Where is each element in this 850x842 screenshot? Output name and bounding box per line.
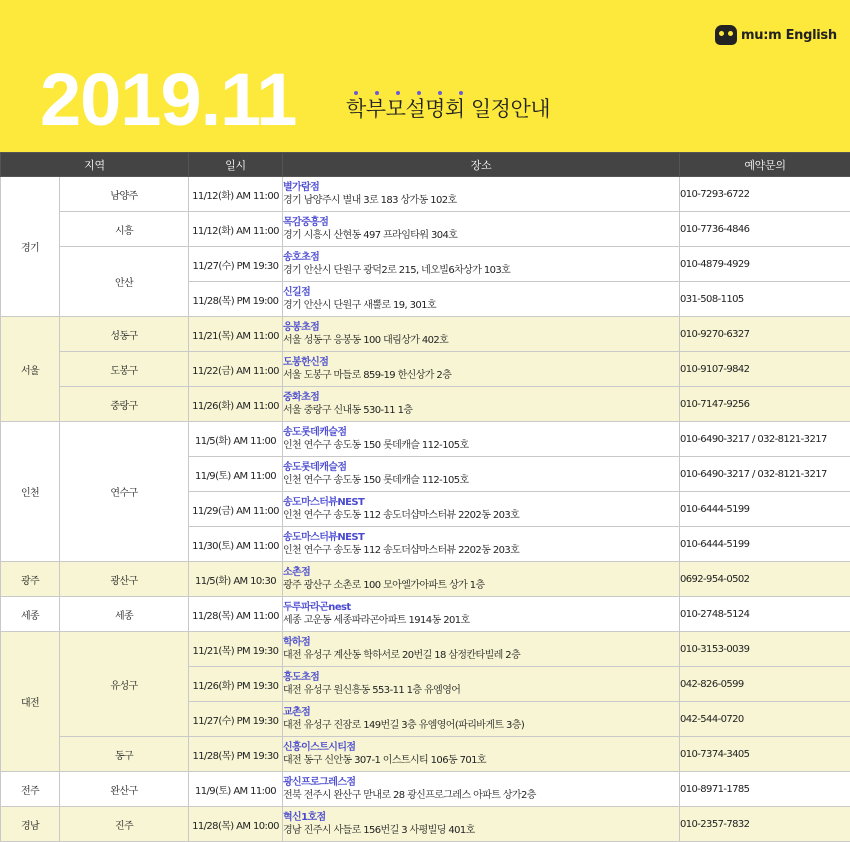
district-cell: 도봉구 <box>60 352 189 387</box>
place-cell <box>283 597 680 632</box>
table-row <box>1 772 850 807</box>
table-row <box>1 317 850 352</box>
header-region: 지역 <box>1 153 189 177</box>
place-cell <box>283 282 680 317</box>
branch-name: 송도롯데캐슬점 <box>283 427 347 438</box>
logo-text: mu:m English <box>741 27 837 43</box>
branch-name: 송호초점 <box>283 252 320 263</box>
branch-name: 신길점 <box>283 287 311 298</box>
table-header-row <box>1 153 850 177</box>
branch-name: 목감중흥점 <box>283 217 329 228</box>
district-cell: 진주 <box>60 807 189 842</box>
branch-address: 대전 유성구 원신흥동 553-11 1층 유엠영어 <box>283 685 461 696</box>
branch-address: 인천 연수구 송도동 150 롯데캐슬 112-105호 <box>283 475 469 486</box>
contact-phone-cell: 010-2748-5124 <box>680 597 850 632</box>
region-cell: 경기 <box>1 177 60 317</box>
branch-address: 인천 연수구 송도동 150 롯데캐슬 112-105호 <box>283 440 469 451</box>
place-cell <box>283 807 680 842</box>
district-cell: 성동구 <box>60 317 189 352</box>
place-cell <box>283 457 680 492</box>
place-cell <box>283 562 680 597</box>
branch-name: 흥도초점 <box>283 672 320 683</box>
place-cell <box>283 422 680 457</box>
district-cell: 시흥 <box>60 212 189 247</box>
district-cell: 세종 <box>60 597 189 632</box>
branch-address: 광주 광산구 소촌로 100 모아엘가아파트 상가 1층 <box>283 580 485 591</box>
branch-name: 두루파라곤nest <box>283 602 351 613</box>
branch-address: 서울 도봉구 마들로 859-19 한신상가 2층 <box>283 370 452 381</box>
branch-name: 학하점 <box>283 637 311 648</box>
contact-phone-cell: 010-7293-6722 <box>680 177 850 212</box>
date-cell: 11/27(수) PM 19:30 <box>189 247 283 282</box>
place-cell <box>283 317 680 352</box>
district-cell: 동구 <box>60 737 189 772</box>
header-banner <box>0 0 850 152</box>
branch-address: 대전 유성구 진잠로 149번길 3층 유엠영어(파리바게트 3층) <box>283 720 525 731</box>
branch-address: 서울 성동구 응봉동 100 대림상가 402호 <box>283 335 449 346</box>
contact-phone-cell: 010-6444-5199 <box>680 492 850 527</box>
place-cell <box>283 737 680 772</box>
place-cell <box>283 667 680 702</box>
date-cell: 11/26(화) AM 11:00 <box>189 387 283 422</box>
contact-phone-cell: 010-6444-5199 <box>680 527 850 562</box>
date-cell: 11/27(수) PM 19:30 <box>189 702 283 737</box>
table-row <box>1 247 850 282</box>
page-subtitle: 학부모설명회 일정안내 <box>346 97 551 121</box>
place-cell <box>283 352 680 387</box>
contact-phone-cell: 010-9270-6327 <box>680 317 850 352</box>
date-cell: 11/22(금) AM 11:00 <box>189 352 283 387</box>
date-cell: 11/5(화) AM 11:00 <box>189 422 283 457</box>
branch-name: 별가람점 <box>283 182 320 193</box>
table-row <box>1 597 850 632</box>
table-row <box>1 352 850 387</box>
date-cell: 11/30(토) AM 11:00 <box>189 527 283 562</box>
emphasis-dots <box>354 91 474 97</box>
date-cell: 11/21(목) AM 11:00 <box>189 317 283 352</box>
branch-name: 송도롯데캐슬점 <box>283 462 347 473</box>
branch-address: 경기 안산시 단원구 새뿔로 19, 301호 <box>283 300 437 311</box>
place-cell <box>283 247 680 282</box>
branch-name: 신흥이스트시티점 <box>283 742 356 753</box>
contact-phone-cell: 010-9107-9842 <box>680 352 850 387</box>
branch-name: 도봉한신점 <box>283 357 329 368</box>
district-cell: 유성구 <box>60 632 189 737</box>
district-cell: 중랑구 <box>60 387 189 422</box>
branch-address: 인천 연수구 송도동 112 송도더샵마스터뷰 2202동 203호 <box>283 510 520 521</box>
date-cell: 11/9(토) AM 11:00 <box>189 457 283 492</box>
place-cell <box>283 527 680 562</box>
subtitle-block <box>346 94 550 124</box>
branch-name: 교촌점 <box>283 707 311 718</box>
table-row <box>1 737 850 772</box>
branch-address: 경기 남양주시 별내 3로 183 상가동 102호 <box>283 195 457 206</box>
date-cell: 11/28(목) AM 10:00 <box>189 807 283 842</box>
branch-address: 서울 중랑구 신내동 530-11 1층 <box>283 405 413 416</box>
branch-address: 경기 시흥시 산현동 497 프라임타워 304호 <box>283 230 458 241</box>
place-cell <box>283 387 680 422</box>
branch-address: 경남 진주시 사들로 156번길 3 사평빌딩 401호 <box>283 825 475 836</box>
contact-phone-cell: 0692-954-0502 <box>680 562 850 597</box>
date-cell: 11/28(목) PM 19:00 <box>189 282 283 317</box>
branch-address: 대전 동구 신안동 307-1 이스트시티 106동 701호 <box>283 755 486 766</box>
table-row <box>1 807 850 842</box>
date-cell: 11/28(목) PM 19:30 <box>189 737 283 772</box>
district-cell: 광산구 <box>60 562 189 597</box>
branch-address: 세종 고운동 세종파라곤아파트 1914동 201호 <box>283 615 470 626</box>
branch-name: 송도마스터뷰NEST <box>283 532 365 543</box>
branch-address: 인천 연수구 송도동 112 송도더샵마스터뷰 2202동 203호 <box>283 545 520 556</box>
date-cell: 11/28(목) AM 11:00 <box>189 597 283 632</box>
contact-phone-cell: 010-8971-1785 <box>680 772 850 807</box>
region-cell: 전주 <box>1 772 60 807</box>
branch-name: 소촌점 <box>283 567 311 578</box>
brand-logo <box>715 24 837 46</box>
header-place: 장소 <box>283 153 680 177</box>
branch-address: 경기 안산시 단원구 광덕2로 215, 네오빌6차상가 103호 <box>283 265 511 276</box>
header-contact: 예약문의 <box>680 153 850 177</box>
owl-logo-icon <box>715 25 737 45</box>
contact-phone-cell: 031-508-1105 <box>680 282 850 317</box>
contact-phone-cell: 010-7147-9256 <box>680 387 850 422</box>
place-cell <box>283 492 680 527</box>
region-cell: 인천 <box>1 422 60 562</box>
date-cell: 11/21(목) PM 19:30 <box>189 632 283 667</box>
place-cell <box>283 772 680 807</box>
region-cell: 대전 <box>1 632 60 772</box>
schedule-table <box>0 152 850 842</box>
contact-phone-cell: 010-2357-7832 <box>680 807 850 842</box>
contact-phone-cell: 010-7736-4846 <box>680 212 850 247</box>
branch-name: 송도마스터뷰NEST <box>283 497 365 508</box>
date-cell: 11/26(화) PM 19:30 <box>189 667 283 702</box>
table-row <box>1 562 850 597</box>
contact-phone-cell: 010-6490-3217 / 032-8121-3217 <box>680 422 850 457</box>
district-cell: 남양주 <box>60 177 189 212</box>
district-cell: 안산 <box>60 247 189 317</box>
table-row <box>1 212 850 247</box>
contact-phone-cell: 010-3153-0039 <box>680 632 850 667</box>
date-cell: 11/29(금) AM 11:00 <box>189 492 283 527</box>
table-row <box>1 387 850 422</box>
branch-address: 전북 전주시 완산구 맏내로 28 광신프로그레스 아파트 상가2층 <box>283 790 536 801</box>
contact-phone-cell: 042-544-0720 <box>680 702 850 737</box>
date-cell: 11/5(화) AM 10:30 <box>189 562 283 597</box>
district-cell: 연수구 <box>60 422 189 562</box>
schedule-body <box>1 177 850 842</box>
branch-name: 중화초점 <box>283 392 320 403</box>
table-row <box>1 422 850 457</box>
region-cell: 광주 <box>1 562 60 597</box>
branch-name: 광신프로그레스점 <box>283 777 356 788</box>
region-cell: 서울 <box>1 317 60 422</box>
district-cell: 완산구 <box>60 772 189 807</box>
place-cell <box>283 177 680 212</box>
region-cell: 경남 <box>1 807 60 842</box>
place-cell <box>283 632 680 667</box>
contact-phone-cell: 010-4879-4929 <box>680 247 850 282</box>
branch-name: 혁신1호점 <box>283 812 326 823</box>
table-row <box>1 177 850 212</box>
place-cell <box>283 702 680 737</box>
table-row <box>1 632 850 667</box>
branch-address: 대전 유성구 계산동 학하서로 20번길 18 삼정칸타빌레 2층 <box>283 650 521 661</box>
date-cell: 11/9(토) AM 11:00 <box>189 772 283 807</box>
header-date: 일시 <box>189 153 283 177</box>
page-year-title: 2019.11 <box>40 58 297 141</box>
date-cell: 11/12(화) AM 11:00 <box>189 212 283 247</box>
contact-phone-cell: 042-826-0599 <box>680 667 850 702</box>
place-cell <box>283 212 680 247</box>
branch-name: 응봉초점 <box>283 322 320 333</box>
contact-phone-cell: 010-6490-3217 / 032-8121-3217 <box>680 457 850 492</box>
date-cell: 11/12(화) AM 11:00 <box>189 177 283 212</box>
region-cell: 세종 <box>1 597 60 632</box>
contact-phone-cell: 010-7374-3405 <box>680 737 850 772</box>
